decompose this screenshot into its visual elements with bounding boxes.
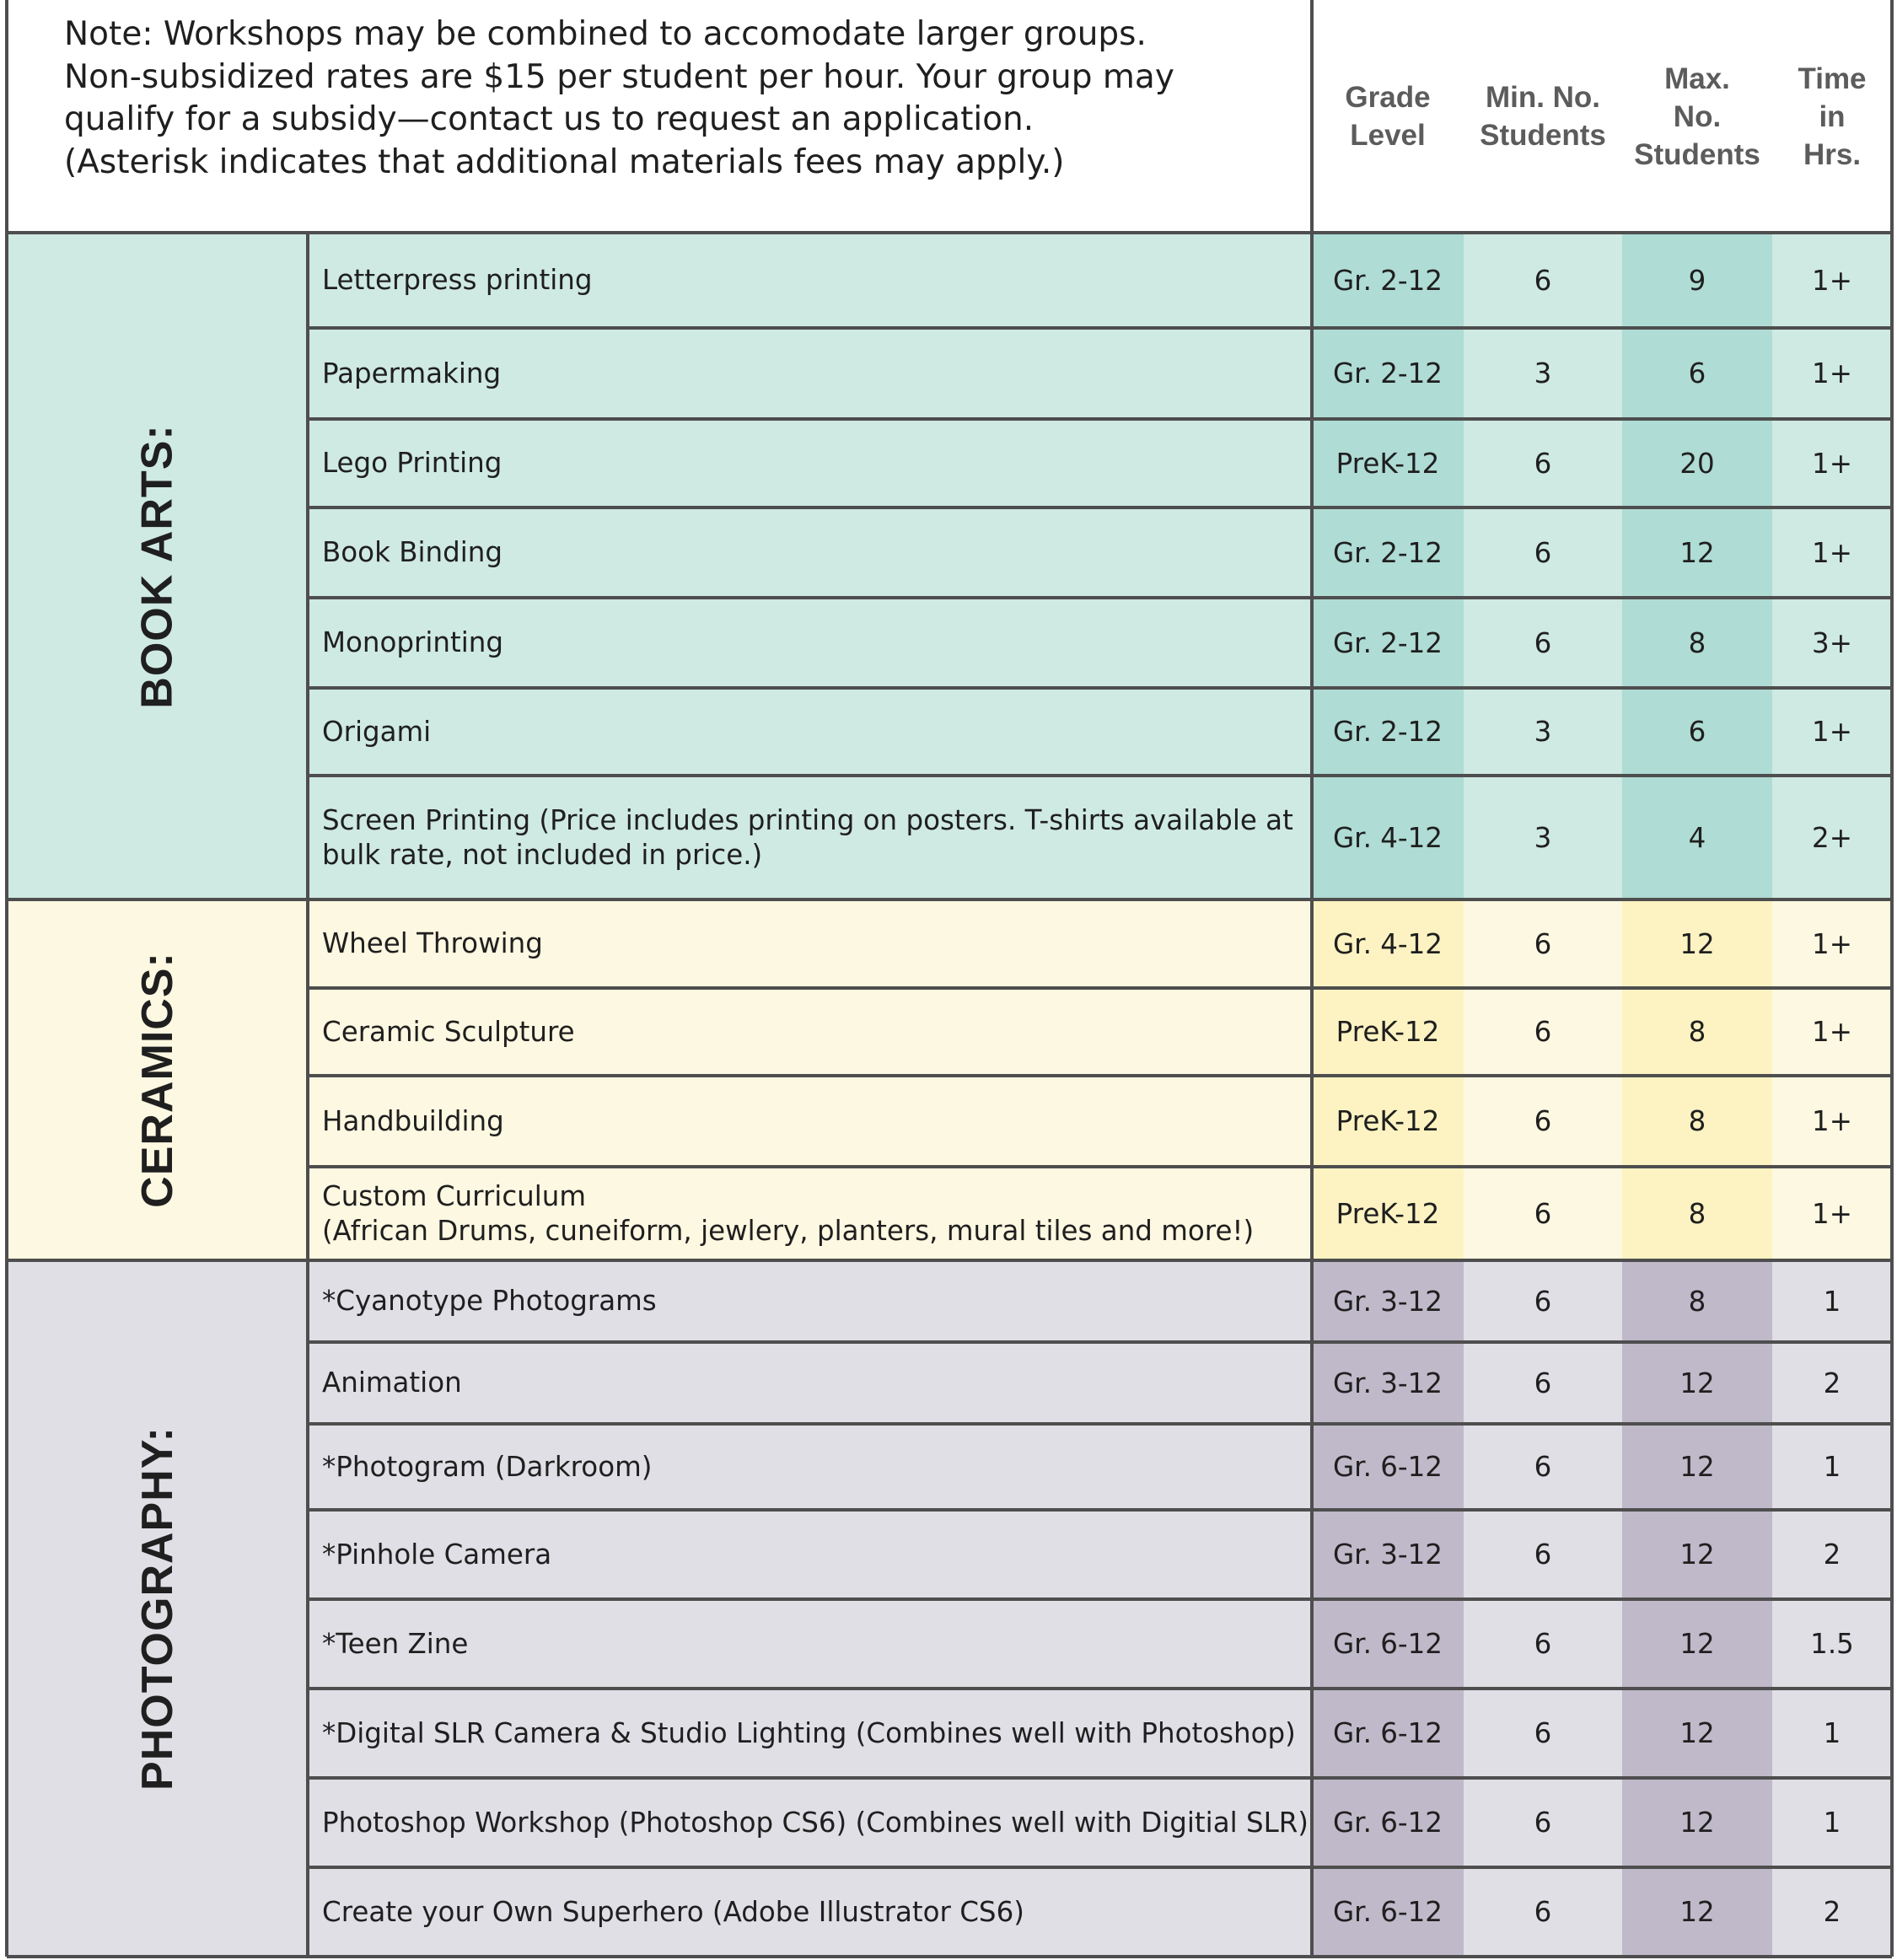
grade-cell: PreK-12 [1312,419,1464,507]
column-divider [1310,0,1314,1957]
row-divider [308,1687,1892,1690]
min-cell: 6 [1464,1260,1622,1342]
note-line: Note: Workshops may be combined to accomodate larger groups. [64,15,1147,53]
row-divider [308,417,1892,421]
max-cell: 20 [1622,419,1772,507]
row-divider [7,1259,1892,1262]
time-cell: 1 [1772,1689,1892,1778]
row-divider [308,774,1892,777]
row-divider [308,596,1892,599]
time-hours-header: Time in Hrs. [1798,62,1867,171]
time-cell: 1+ [1772,1167,1892,1260]
min-cell: 6 [1464,1424,1622,1510]
max-cell: 6 [1622,688,1772,776]
time-cell: 1+ [1772,419,1892,507]
max-students-header: Max. No. Students [1634,62,1760,171]
workshop-name: *Photogram (Darkroom) [308,1424,1312,1510]
category-label [7,1260,308,1957]
max-cell: 12 [1622,1778,1772,1867]
row-divider [308,1165,1892,1168]
time-cell: 1+ [1772,988,1892,1076]
row-divider [308,1776,1892,1780]
grade-cell: Gr. 3-12 [1312,1510,1464,1599]
category-title: BOOK ARTS: [132,423,182,709]
min-students-header: Min. No. Students [1480,81,1606,152]
max-cell: 12 [1622,1424,1772,1510]
category-title: PHOTOGRAPHY: [132,1426,182,1791]
min-cell: 6 [1464,1689,1622,1778]
time-cell: 1+ [1772,688,1892,776]
min-cell: 6 [1464,1342,1622,1424]
min-cell: 6 [1464,1599,1622,1689]
time-cell: 1+ [1772,1076,1892,1167]
row-divider [308,506,1892,509]
max-cell: 12 [1622,1342,1772,1424]
grade-cell: PreK-12 [1312,1167,1464,1260]
time-cell: 1.5 [1772,1599,1892,1689]
row-divider [308,1508,1892,1512]
time-cell: 1+ [1772,899,1892,988]
row-divider [7,898,1892,901]
grade-cell: Gr. 2-12 [1312,598,1464,688]
grade-cell: Gr. 4-12 [1312,776,1464,899]
note-line: (Asterisk indicates that additional materials fees may apply.) [64,142,1065,181]
time-cell: 1+ [1772,507,1892,598]
time-cell: 1 [1772,1260,1892,1342]
max-cell: 12 [1622,1510,1772,1599]
workshop-name: Custom Curriculum (African Drums, cuneiform, jewlery, planters, mural tiles and more!) [308,1167,1312,1260]
time-cell: 3+ [1772,598,1892,688]
min-cell: 6 [1464,507,1622,598]
min-cell: 3 [1464,776,1622,899]
workshop-name: Photoshop Workshop (Photoshop CS6) (Combines well with Digitial SLR) [308,1778,1312,1867]
row-divider [308,1866,1892,1869]
workshop-name: Animation [308,1342,1312,1424]
workshop-name: Letterpress printing [308,233,1312,328]
time-cell: 1+ [1772,233,1892,328]
workshop-name: Monoprinting [308,598,1312,688]
time-cell: 2+ [1772,776,1892,899]
grade-cell: PreK-12 [1312,1076,1464,1167]
row-divider [7,231,1892,234]
time-cell: 2 [1772,1867,1892,1957]
grade-cell: Gr. 6-12 [1312,1778,1464,1867]
column-divider [1890,0,1894,1957]
max-cell: 8 [1622,988,1772,1076]
grade-cell: Gr. 6-12 [1312,1689,1464,1778]
max-cell: 12 [1622,507,1772,598]
min-cell: 6 [1464,1167,1622,1260]
workshop-name: Handbuilding [308,1076,1312,1167]
grade-cell: Gr. 4-12 [1312,899,1464,988]
grade-cell: Gr. 6-12 [1312,1424,1464,1510]
workshop-name: *Cyanotype Photograms [308,1260,1312,1342]
max-cell: 12 [1622,899,1772,988]
min-cell: 3 [1464,688,1622,776]
note-line: qualify for a subsidy—contact us to request an application. [64,100,1034,138]
workshop-name: Create your Own Superhero (Adobe Illustrator CS6) [308,1867,1312,1957]
workshop-name: Screen Printing (Price includes printing on posters. T-shirts available at bulk rate, not included in price.) [308,776,1312,899]
workshop-name: *Teen Zine [308,1599,1312,1689]
min-cell: 6 [1464,899,1622,988]
time-cell: 2 [1772,1342,1892,1424]
workshop-name: Wheel Throwing [308,899,1312,988]
time-cell: 1 [1772,1424,1892,1510]
grade-cell: Gr. 2-12 [1312,688,1464,776]
time-cell: 2 [1772,1510,1892,1599]
category-label [7,899,308,1260]
grade-cell: Gr. 2-12 [1312,507,1464,598]
workshop-name: Origami [308,688,1312,776]
row-divider [7,1955,1892,1958]
min-cell: 6 [1464,419,1622,507]
grade-cell: PreK-12 [1312,988,1464,1076]
grade-cell: Gr. 6-12 [1312,1599,1464,1689]
min-cell: 6 [1464,1778,1622,1867]
category-label [7,233,308,899]
min-cell: 6 [1464,1510,1622,1599]
max-cell: 9 [1622,233,1772,328]
row-divider [308,1598,1892,1601]
min-cell: 6 [1464,1076,1622,1167]
max-cell: 6 [1622,328,1772,419]
max-cell: 12 [1622,1867,1772,1957]
workshop-name: *Digital SLR Camera & Studio Lighting (Combines well with Photoshop) [308,1689,1312,1778]
row-divider [308,1340,1892,1344]
workshop-name: Lego Printing [308,419,1312,507]
workshop-name: Ceramic Sculpture [308,988,1312,1076]
max-cell: 8 [1622,1167,1772,1260]
grade-cell: Gr. 3-12 [1312,1342,1464,1424]
min-cell: 6 [1464,233,1622,328]
time-cell: 1+ [1772,328,1892,419]
time-cell: 1 [1772,1778,1892,1867]
grade-cell: Gr. 3-12 [1312,1260,1464,1342]
workshop-name: Book Binding [308,507,1312,598]
max-cell: 8 [1622,1260,1772,1342]
min-cell: 6 [1464,1867,1622,1957]
max-cell: 4 [1622,776,1772,899]
row-divider [308,986,1892,990]
note-line: Non-subsidized rates are $15 per student per hour. Your group may [64,57,1174,96]
grade-level-header: Grade Level [1345,81,1431,152]
workshop-name: *Pinhole Camera [308,1510,1312,1599]
row-divider [308,686,1892,690]
min-cell: 6 [1464,988,1622,1076]
row-divider [308,326,1892,330]
min-cell: 3 [1464,328,1622,419]
max-cell: 12 [1622,1689,1772,1778]
max-cell: 8 [1622,1076,1772,1167]
category-title: CERAMICS: [132,952,182,1208]
column-divider [5,0,8,1957]
min-cell: 6 [1464,598,1622,688]
max-cell: 8 [1622,598,1772,688]
max-cell: 12 [1622,1599,1772,1689]
workshop-name: Papermaking [308,328,1312,419]
row-divider [308,1422,1892,1426]
note-text [64,13,1278,184]
grade-cell: Gr. 6-12 [1312,1867,1464,1957]
grade-cell: Gr. 2-12 [1312,233,1464,328]
column-divider [306,233,309,1957]
grade-cell: Gr. 2-12 [1312,328,1464,419]
row-divider [308,1074,1892,1077]
